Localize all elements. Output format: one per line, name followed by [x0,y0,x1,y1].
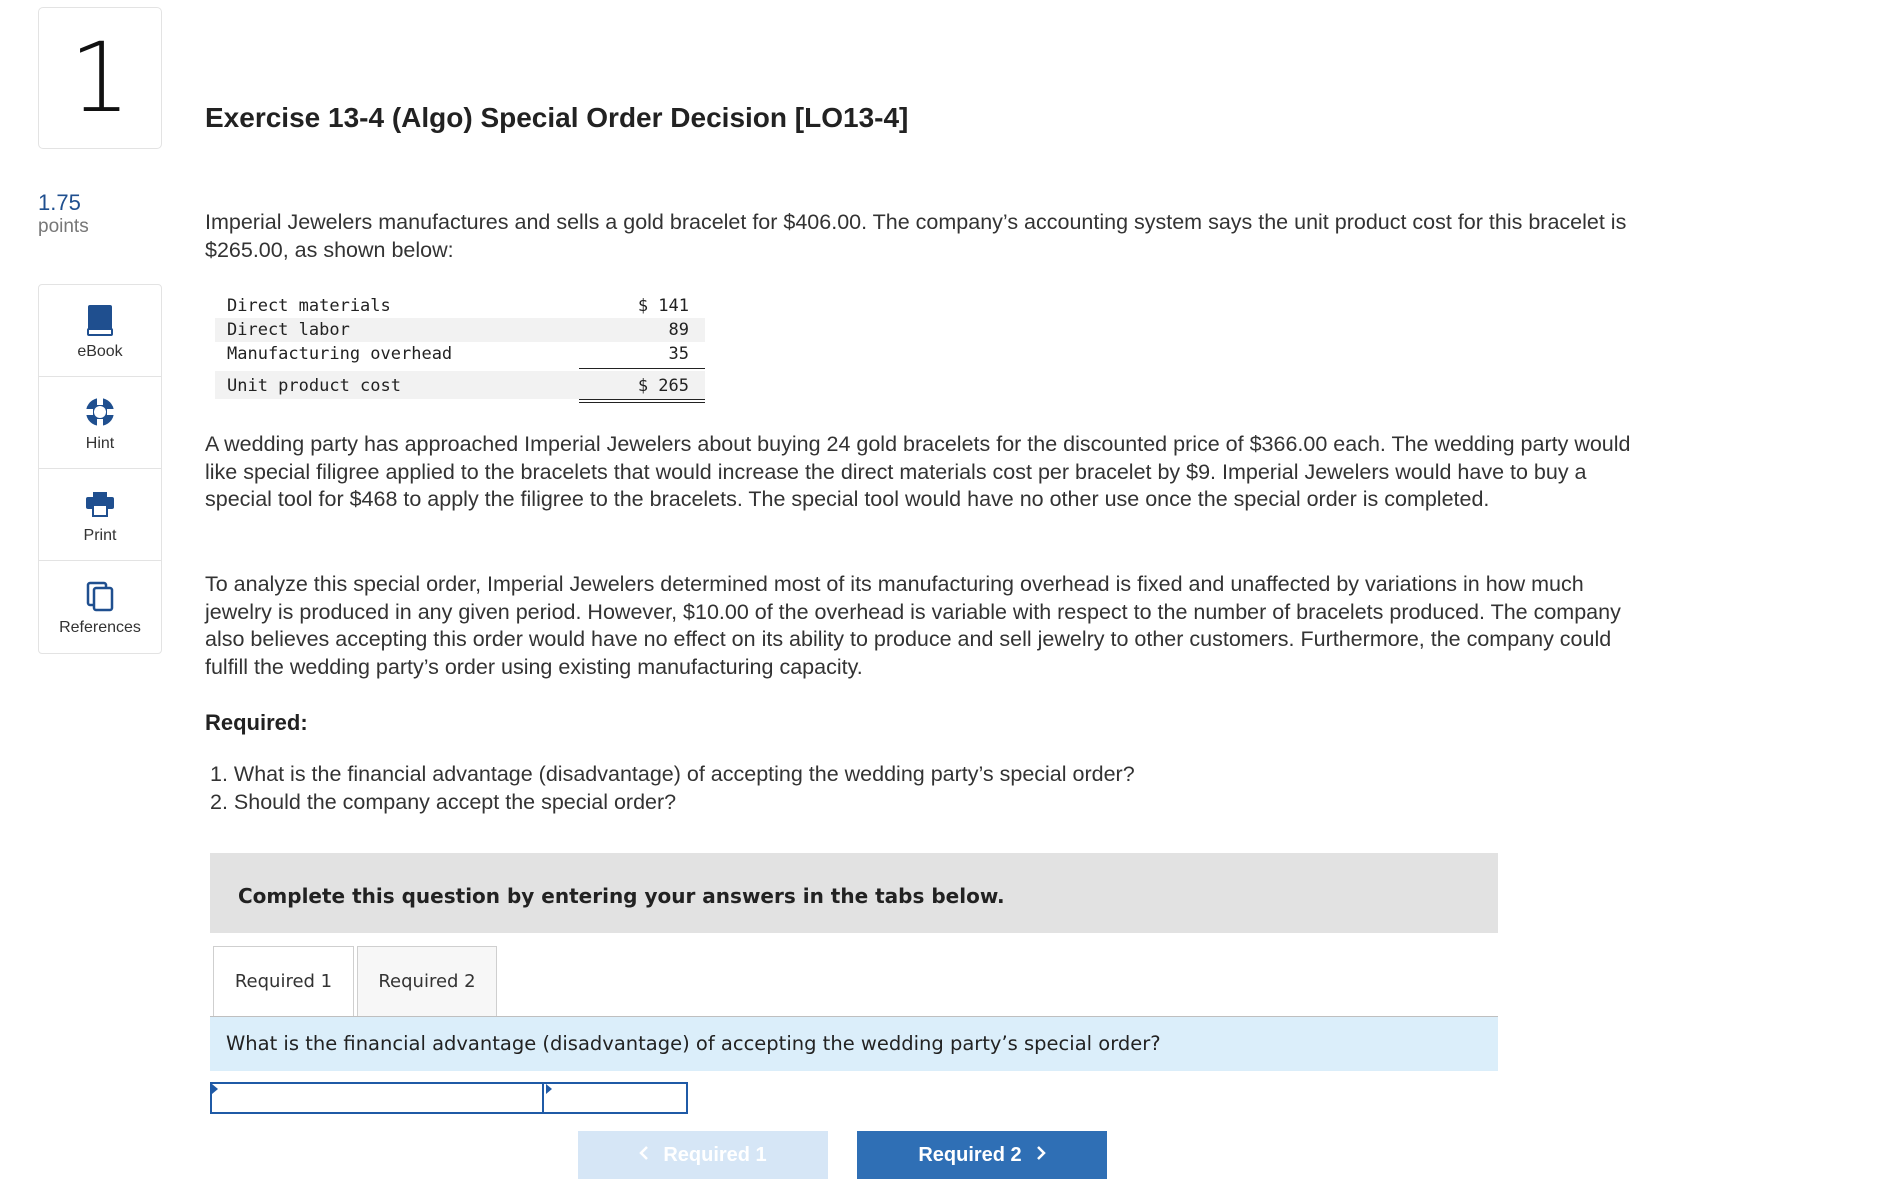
prev-button-label: Required 1 [663,1143,767,1166]
tab-question-bar [210,1017,1498,1071]
analysis-paragraph: To analyze this special order, Imperial Jewelers determined most of its manufacturing overhead is fixed and unaffected by variations in how much jewelry is produced in any given period. However, $10.00 of the overhead is variable with respect to the number of bracelets produced. The company also believes accepting this order would have no effect on its ability to produce and sell jewelry to other customers. Furthermore, the company could fulfill the wedding party’s order using existing manufacturing capacity. [205,572,1621,679]
tool-print[interactable] [39,469,161,561]
next-button-label: Required 2 [918,1143,1022,1166]
tab-required-2[interactable]: Required 2 [357,946,497,1016]
required-item: 2. Should the company accept the special order? [210,790,677,814]
exercise-title: Exercise 13-4 (Algo) Special Order Decision [LO13-4] [205,102,909,133]
next-required-button[interactable] [857,1131,1107,1179]
cost-value: $ 265 [637,376,689,396]
cost-row-unit-product-cost [215,371,705,399]
answer-amount-input[interactable] [544,1084,686,1112]
answer-label-input[interactable] [212,1084,544,1112]
tools-panel [38,284,162,654]
tool-label: Print [83,527,117,544]
cost-row-manufacturing-overhead [215,342,705,366]
tool-references[interactable] [39,561,161,653]
cost-row-direct-labor [215,318,705,342]
prev-required-button[interactable] [578,1131,828,1179]
intro-paragraph: Imperial Jewelers manufactures and sells a gold bracelet for $406.00. The company’s accounting system says the unit product cost for this bracelet is $265.00, as shown below: [205,210,1627,262]
chevron-right-icon [1036,1144,1046,1167]
input-marker [212,1084,218,1094]
instruction-banner [210,853,1498,933]
chevron-left-icon [639,1144,649,1167]
subtotal-rule [579,368,705,369]
points-value: 1.75 [38,190,81,215]
cost-value: 35 [668,344,689,364]
cost-value: $ 141 [637,296,689,316]
book-icon [83,303,117,337]
tool-label: References [59,619,141,636]
tool-hint[interactable] [39,377,161,469]
input-marker [546,1084,552,1094]
tool-ebook[interactable] [39,285,161,377]
question-number-box [38,7,162,149]
cost-label: Manufacturing overhead [227,344,453,364]
tool-label: Hint [85,435,115,452]
tab-required-1[interactable]: Required 1 [213,946,354,1016]
cost-value: 89 [668,320,689,340]
total-rule-2 [579,402,705,403]
required-header: Required: [205,710,308,735]
points-label: points [38,216,89,237]
printer-icon [83,487,117,521]
tab-question-text: What is the financial advantage (disadvantage) of accepting the wedding party’s special order? [226,1032,1161,1055]
required-list [210,760,1135,816]
copy-icon [83,579,117,613]
required-item: 1. What is the financial advantage (disadvantage) of accepting the wedding party’s special order? [210,762,1135,786]
question-number: 1 [69,22,131,134]
lifebuoy-icon [83,395,117,429]
cost-label: Unit product cost [227,376,401,396]
banner-text: Complete this question by entering your answers in the tabs below. [238,884,1005,908]
tool-label: eBook [77,343,123,360]
answer-row [210,1082,688,1114]
cost-label: Direct labor [227,320,350,340]
cost-label: Direct materials [227,296,391,316]
total-rule-1 [579,399,705,400]
cost-row-direct-materials [215,294,705,318]
scenario-paragraph: A wedding party has approached Imperial Jewelers about buying 24 gold bracelets for the discounted price of $366.00 each. The wedding party would like special filigree applied to the bracelets that would increase the direct materials cost per bracelet by $9. Imperial Jewelers would have to buy a special tool for $468 to apply the filigree to the bracelets. The special tool would have no other use once the special order is completed. [205,432,1631,511]
